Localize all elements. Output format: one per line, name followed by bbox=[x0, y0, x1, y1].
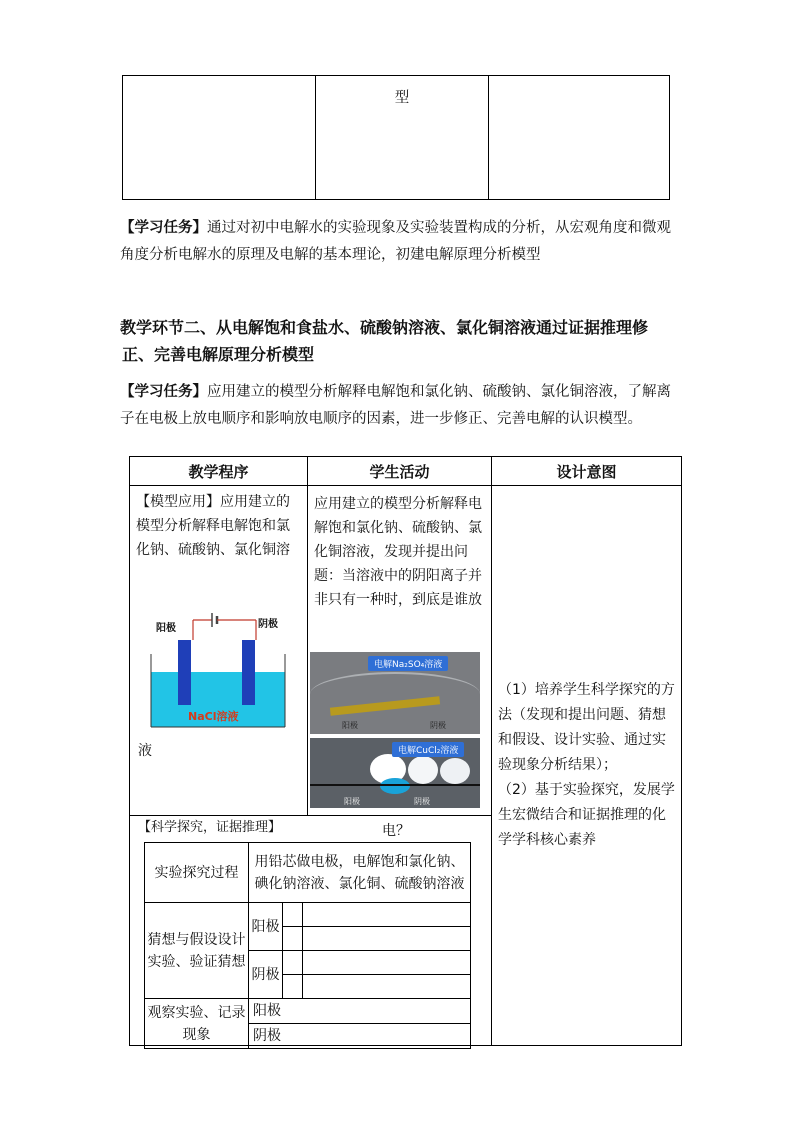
top-table-cell-1 bbox=[123, 76, 316, 200]
photo-na2so4-cathode: 阴极 bbox=[430, 721, 446, 730]
observation-label: 观察实验、记录现象 bbox=[145, 999, 249, 1049]
inquiry-cell bbox=[130, 816, 492, 1046]
cathode-electrode bbox=[242, 640, 255, 705]
student-activity-tail: 电？ bbox=[382, 823, 410, 839]
hypothesis-cathode-mark-2 bbox=[283, 975, 303, 999]
electrolysis-diagram bbox=[148, 610, 288, 730]
model-application-tag: 【模型应用】 bbox=[136, 494, 220, 510]
inquiry-table bbox=[144, 842, 471, 1049]
section-2-title-line-1: 教学环节二、从电解饱和食盐水、硫酸钠溶液、氯化铜溶液通过证据推理修 bbox=[120, 318, 649, 337]
hypothesis-anode-mark-1 bbox=[283, 903, 303, 927]
observation-anode: 阳极 bbox=[249, 999, 471, 1024]
section-2-title bbox=[120, 314, 680, 368]
top-table bbox=[122, 75, 670, 200]
photo-cucl2-label: 电解CuCl₂溶液 bbox=[392, 742, 464, 757]
header-student-activity: 学生活动 bbox=[308, 457, 492, 486]
design-intent-p2: （2）基于实验探究，发展学生宏微结合和证据推理的化学学科核心素养 bbox=[498, 782, 675, 848]
header-procedure: 教学程序 bbox=[130, 457, 308, 486]
student-activity-text: 应用建立的模型分析解释电解饱和氯化钠、硫酸钠、氯化铜溶液，发现并提出问题：当溶液中的阴阳离子并非只有一种时，到底是谁放 bbox=[314, 496, 482, 608]
learning-task-1-text: 通过对初中电解水的实验现象及实验装置构成的分析，从宏观角度和微观角度分析电解水的原理及电解的基本理论，初建电解原理分析模型 bbox=[120, 220, 671, 263]
hypothesis-cathode-entry-1 bbox=[303, 951, 471, 975]
inquiry-process-text: 用铅芯做电极，电解饱和氯化钠、碘化钠溶液、氯化铜、硫酸钠溶液 bbox=[249, 843, 471, 903]
procedure-cell bbox=[130, 486, 308, 816]
photo-cucl2-cathode: 阴极 bbox=[414, 797, 430, 806]
top-table-cell-3 bbox=[489, 76, 670, 200]
hypothesis-cathode: 阴极 bbox=[249, 951, 283, 999]
model-application-tail: 液 bbox=[138, 743, 152, 759]
design-intent-cell bbox=[492, 486, 682, 1046]
main-table bbox=[129, 456, 682, 1046]
photo-na2so4-label: 电解Na₂SO₄溶液 bbox=[368, 656, 448, 671]
hypothesis-cathode-mark-1 bbox=[283, 951, 303, 975]
photo-na2so4 bbox=[310, 652, 480, 734]
hypothesis-anode-entry-2 bbox=[303, 927, 471, 951]
hypothesis-cathode-entry-2 bbox=[303, 975, 471, 999]
inquiry-tag: 【科学探究，证据推理】 bbox=[138, 820, 282, 835]
cathode-label: 阴极 bbox=[258, 619, 278, 630]
learning-task-1-label: 【学习任务】 bbox=[120, 220, 207, 236]
model-application-text: 应用建立的模型分析解释电解饱和氯化钠、硫酸钠、氯化铜溶 bbox=[136, 494, 290, 558]
learning-task-1 bbox=[120, 215, 672, 269]
header-design-intent: 设计意图 bbox=[492, 457, 682, 486]
photo-na2so4-anode: 阳极 bbox=[342, 721, 358, 730]
design-intent-p1: （1）培养学生科学探究的方法（发现和提出问题、猜想和假设、设计实验、通过实验现象分析结果）； bbox=[498, 682, 675, 773]
hypothesis-anode: 阳极 bbox=[249, 903, 283, 951]
photo-cucl2 bbox=[310, 738, 480, 808]
hypothesis-label: 猜想与假设设计实验、验证猜想 bbox=[145, 903, 249, 999]
learning-task-2-text: 应用建立的模型分析解释电解饱和氯化钠、硫酸钠、氯化铜溶液，了解离子在电极上放电顺序和影响放电顺序的因素，进一步修正、完善电解的认识模型。 bbox=[120, 384, 671, 427]
hypothesis-anode-entry-1 bbox=[303, 903, 471, 927]
anode-electrode bbox=[178, 640, 191, 705]
observation-cathode: 阴极 bbox=[249, 1024, 471, 1049]
solution-label: NaCl溶液 bbox=[188, 710, 239, 723]
section-2-title-line-2: 正、完善电解原理分析模型 bbox=[122, 345, 315, 364]
top-table-cell-2: 型 bbox=[316, 76, 489, 200]
photo-cucl2-anode: 阳极 bbox=[344, 797, 360, 806]
hypothesis-anode-mark-2 bbox=[283, 927, 303, 951]
inquiry-process-label: 实验探究过程 bbox=[145, 843, 249, 903]
anode-label: 阳极 bbox=[156, 623, 176, 634]
learning-task-2-label: 【学习任务】 bbox=[120, 384, 207, 400]
student-activity-cell bbox=[308, 486, 492, 839]
learning-task-2 bbox=[120, 379, 672, 433]
